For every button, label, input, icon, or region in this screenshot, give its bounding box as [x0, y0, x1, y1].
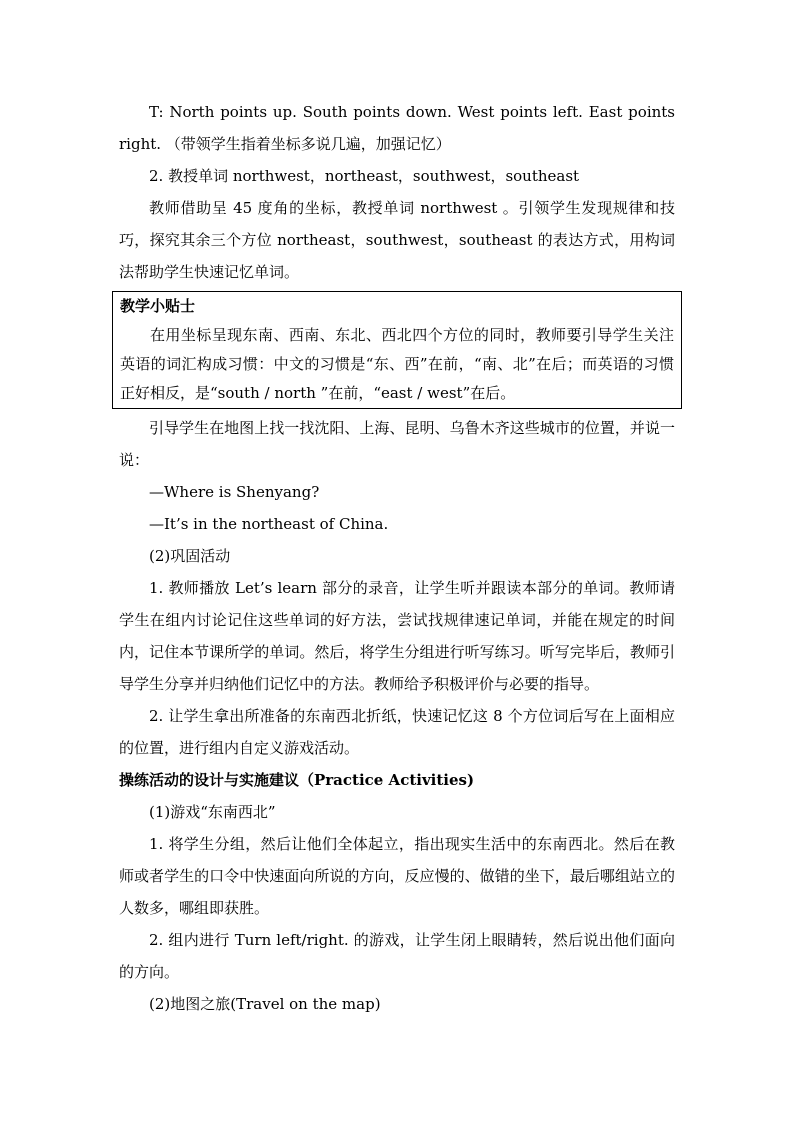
tip-title: 教学小贴士	[120, 297, 196, 315]
section-heading: 操练活动的设计与实施建议（Practice Activities)	[119, 771, 475, 789]
map-activity-paragraph: 引导学生在地图上找一找沈阳、上海、昆明、乌鲁木齐这些城市的位置，并说一说：	[119, 419, 675, 469]
map-travel-heading: (2)地图之旅(Travel on the map)	[149, 995, 381, 1013]
game-step-1: 1. 将学生分组，然后让他们全体起立，指出现实生活中的东南西北。然后在教师或者学生的口令中快速面向所说的方向，反应慢的、做错的坐下，最后哪组站立的人数多，哪组即获胜。	[119, 835, 675, 917]
dialogue-question: —Where is Shenyang?	[149, 483, 320, 501]
document-body	[119, 96, 675, 1020]
tip-body: 在用坐标呈现东南、西南、东北、西北四个方位的同时，教师要引导学生关注英语的词汇构成习惯：中文的习惯是“东、西”在前，“南、北”在后；而英语的习惯正好相反，是“south / north ”在前，“east / west”在后。	[120, 326, 674, 402]
step-2-heading: 2. 教授单词 northwest，northeast，southwest，southeast	[149, 167, 580, 185]
game-heading: (1)游戏“东南西北”	[149, 803, 276, 821]
consolidation-heading: (2)巩固活动	[149, 547, 231, 565]
consolidation-step-1: 1. 教师播放 Let’s learn 部分的录音，让学生听并跟读本部分的单词。教师请学生在组内讨论记住这些单词的好方法，尝试找规律速记单词，并能在规定的时间内，记住本节课所学的单词。然后，将学生分组进行听写练习。听写完毕后，教师引导学生分享并归纳他们记忆中的方法。教师给予积极评价与必要的指导。	[119, 579, 675, 693]
teaching-tip-box	[112, 291, 682, 409]
teaching-method-paragraph: 教师借助呈 45 度角的坐标，教授单词 northwest 。引领学生发现规律和技巧，探究其余三个方位 northeast，southwest，southeast 的表达方式，用构词法帮助学生快速记忆单词。	[119, 199, 675, 281]
dialogue-answer: —It’s in the northeast of China.	[149, 515, 389, 533]
game-step-2: 2. 组内进行 Turn left/right. 的游戏，让学生闭上眼睛转，然后说出他们面向的方向。	[119, 931, 675, 981]
consolidation-step-2: 2. 让学生拿出所准备的东南西北折纸，快速记忆这 8 个方位词后写在上面相应的位置，进行组内自定义游戏活动。	[119, 707, 675, 757]
dialogue-directions-paragraph: T: North points up. South points down. West points left. East points right. （带领学生指着坐标多说几遍，加强记忆）	[119, 103, 675, 153]
